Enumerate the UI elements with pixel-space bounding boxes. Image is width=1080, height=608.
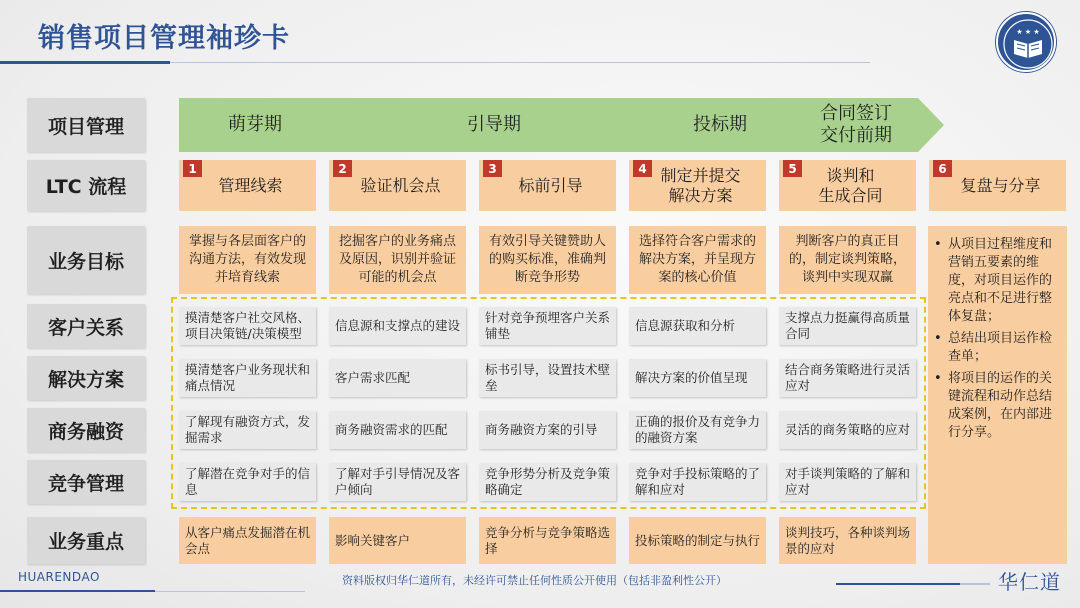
step-label: 制定并提交 解决方案 [660,165,741,205]
solution-cell: 摸清楚客户业务现状和痛点情况 [179,359,316,397]
step-2 [329,160,466,211]
footer-line-left-thin [155,591,305,592]
goal-cell: 有效引导关键赞助人的购买标准，准确判断竞争形势 [479,226,616,294]
page-title: 销售项目管理袖珍卡 [38,23,290,54]
phase-label: 合同签订 交付前期 [820,103,892,146]
step-label: 管理线索 [218,175,283,195]
competition-cell: 竞争对手投标策略的了解和应对 [629,463,766,501]
focus-cell: 从客户痛点发掘潜在机会点 [179,517,316,564]
step-label: 复盘与分享 [960,175,1041,195]
step-4 [629,160,766,211]
phase-label: 引导期 [467,114,521,135]
row-label-ltc-process: LTC 流程 [27,160,145,211]
finance-cell: 商务融资方案的引导 [479,411,616,449]
customer-cell: 支撑点力挺赢得高质量合同 [779,307,916,345]
solution-cell: 解决方案的价值呈现 [629,359,766,397]
review-point: • 将项目的运作的关键流程和动作总结成案例，在内部进行分享。 [934,370,1059,442]
row-label-project-management: 项目管理 [27,98,145,152]
finance-cell: 了解现有融资方式，发掘需求 [179,411,316,449]
step-number-badge: 2 [333,160,352,177]
footer-logo-text: 华仁道 [998,570,1061,594]
step-number-badge: 3 [483,160,502,177]
review-panel [928,226,1067,564]
finance-cell: 商务融资需求的匹配 [329,411,466,449]
row-label-business-goal: 业务目标 [27,226,145,294]
focus-cell: 竞争分析与竞争策略选择 [479,517,616,564]
footer-line-left [0,590,155,592]
step-6 [929,160,1066,211]
focus-cell: 投标策略的制定与执行 [629,517,766,564]
phase-contract [782,98,944,152]
row-label-business-focus: 业务重点 [27,517,145,564]
footer-brand: HUARENDAO [18,570,100,584]
customer-cell: 信息源获取和分析 [629,307,766,345]
step-3 [479,160,616,211]
phase-label: 萌芽期 [228,114,282,135]
step-number-badge: 1 [183,160,202,177]
goal-cell: 选择符合客户需求的解决方案，并呈现方案的核心价值 [629,226,766,294]
focus-cell: 谈判技巧，各种谈判场景的应对 [779,517,916,564]
step-label: 验证机会点 [360,175,441,195]
row-label-customer-relations: 客户关系 [27,304,145,348]
customer-cell: 摸清楚客户社交风格、项目决策链/决策模型 [179,307,316,345]
goal-cell: 挖掘客户的业务痛点及原因，识别并验证可能的机会点 [329,226,466,294]
goal-cell: 判断客户的真正目的，制定谈判策略，谈判中实现双赢 [779,226,916,294]
review-point: • 从项目过程维度和营销五要素的维度，对项目运作的亮点和不足进行整体复盘； [934,236,1059,326]
row-label-competition: 竞争管理 [27,460,145,504]
footer-copyright: 资料版权归华仁道所有，未经许可禁止任何性质公开使用（包括非盈利性公开） [342,574,727,587]
step-1 [179,160,316,211]
competition-cell: 对手谈判策略的了解和应对 [779,463,916,501]
goal-cell: 掌握与各层面客户的沟通方法，有效发现并培育线索 [179,226,316,294]
solution-cell: 标书引导，设置技术壁垒 [479,359,616,397]
customer-cell: 针对竞争预埋客户关系铺垫 [479,307,616,345]
row-label-solution: 解决方案 [27,356,145,400]
step-label: 标前引导 [518,175,583,195]
row-label-business-finance: 商务融资 [27,408,145,452]
competition-cell: 了解潜在竞争对手的信息 [179,463,316,501]
solution-cell: 结合商务策略进行灵活应对 [779,359,916,397]
step-5 [779,160,916,211]
step-number-badge: 5 [783,160,802,177]
step-label: 谈判和 生成合同 [818,165,883,205]
step-number-badge: 6 [933,160,952,177]
emblem-logo-icon [996,12,1056,72]
review-point: • 总结出项目运作检查单； [934,330,1059,366]
title-underline-thin [170,62,870,63]
phase-label: 投标期 [693,114,747,135]
competition-cell: 竞争形势分析及竞争策略确定 [479,463,616,501]
focus-cell: 影响关键客户 [329,517,466,564]
phase-guiding [330,98,658,152]
title-underline [0,61,170,64]
finance-cell: 灵活的商务策略的应对 [779,411,916,449]
step-number-badge: 4 [633,160,652,177]
customer-cell: 信息源和支撑点的建设 [329,307,466,345]
footer-line-right-thin [960,583,990,585]
solution-cell: 客户需求匹配 [329,359,466,397]
finance-cell: 正确的报价及有竞争力的融资方案 [629,411,766,449]
competition-cell: 了解对手引导情况及客户倾向 [329,463,466,501]
svg-text:★ ★ ★: ★ ★ ★ [1016,28,1040,36]
